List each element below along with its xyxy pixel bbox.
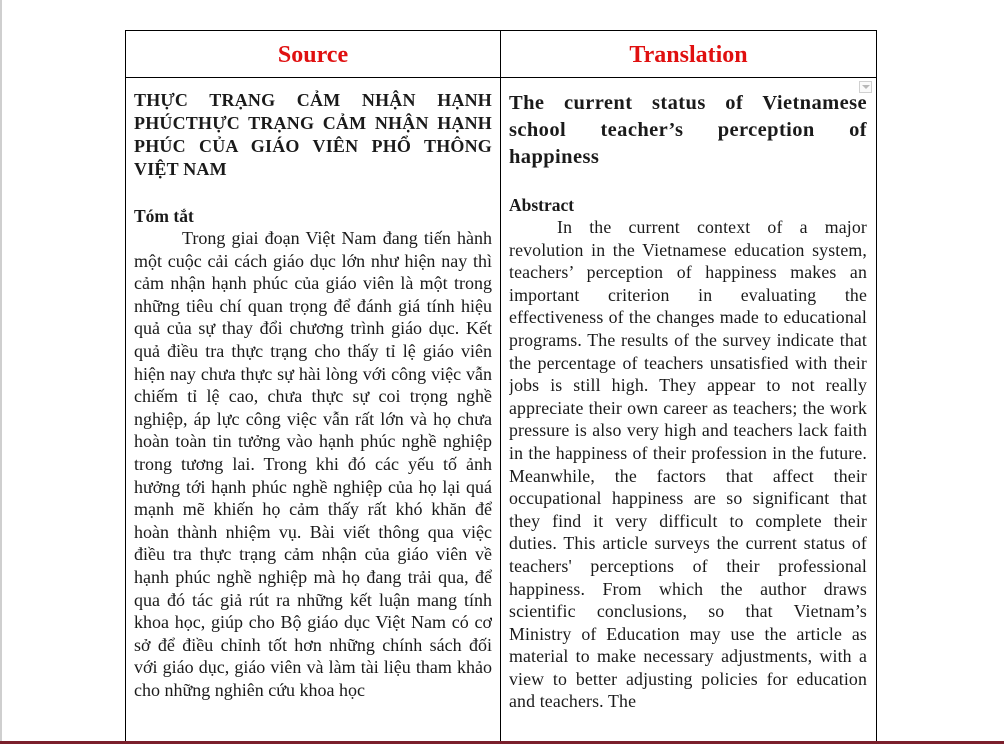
source-title: THỰC TRẠNG CẢM NHẬN HẠNH PHÚCTHỰC TRẠNG CẢM NHẬN HẠNH PHÚC CỦA GIÁO VIÊN PHỔ THÔNG VIỆT NAM [134, 90, 492, 179]
source-cell[interactable] [134, 79, 492, 744]
translation-table [125, 30, 877, 744]
source-abstract-heading: Tóm tắt [134, 206, 194, 226]
translation-abstract-heading: Abstract [509, 195, 575, 215]
page-edge [0, 0, 2, 744]
translation-title: The current status of Vietnamese school teacher’s perception of happiness [509, 92, 867, 168]
table-header-row [126, 31, 876, 78]
column-divider [500, 31, 501, 744]
source-abstract-text: Trong giai đoạn Việt Nam đang tiến hành một cuộc cải cách giáo dục lớn như hiện nay thì cảm nhận hạnh phúc của giáo viên là một trong những tiêu chí quan trọng để đánh giá tính hiệu quả của sự thay đổi chương trình giáo dục. Kết quả điều tra thực trạng cho thấy tỉ lệ giáo viên hiện nay chưa thực sự hài lòng với công việc vẫn chiếm tỉ lệ cao, chưa thực sự coi trọng nghề nghiệp, áp lực công việc vẫn rất lớn và họ chưa hoàn toàn tin tưởng vào hạnh phúc nghề nghiệp trong tương lai. Trong khi đó các yếu tố ảnh hưởng tới hạnh phúc nghề nghiệp của họ lại quá mạnh mẽ khiến họ cảm thấy rất khó khăn để hoàn thành nhiệm vụ. Bài viết thông qua việc điều tra thực trạng cảm nhận của giáo viên về hạnh phúc nghề nghiệp mà họ đang trải qua, để qua đó tác giả rút ra những kết luận mang tính khoa học, giúp cho Bộ giáo dục Việt Nam có cơ sở để điều chỉnh tốt hơn những chính sách đối với giáo dục, giáo viên và làm tài liệu tham khảo cho những nghiên cứu khoa học [134, 228, 492, 700]
translation-abstract-text[interactable]: In the current context of a major revolution in the Vietnamese education system, teachers’ perception of happiness makes an important criterion in evaluating the effectiveness of the changes made to educational programs. The results of the survey indicate that the percentage of teachers unsatisfied with their jobs is still high. They appear to not really appreciate their own career as teachers; the work pressure is also very high and teachers lack faith in the happiness of their profession in the future. Meanwhile, the factors that affect their occupational happiness are so significant that they find it very difficult to complete their duties. This article surveys the current status of teachers' perceptions of their professional happiness. From which the author draws scientific conclusions, so that Vietnam’s Ministry of Education may use the article as material to make necessary adjustments, with a view to better adjusting policies for education and teachers. The [509, 217, 867, 712]
source-column-header: Source [277, 42, 349, 68]
translation-column-header: Translation [629, 42, 748, 68]
translation-cell[interactable] [509, 79, 867, 744]
